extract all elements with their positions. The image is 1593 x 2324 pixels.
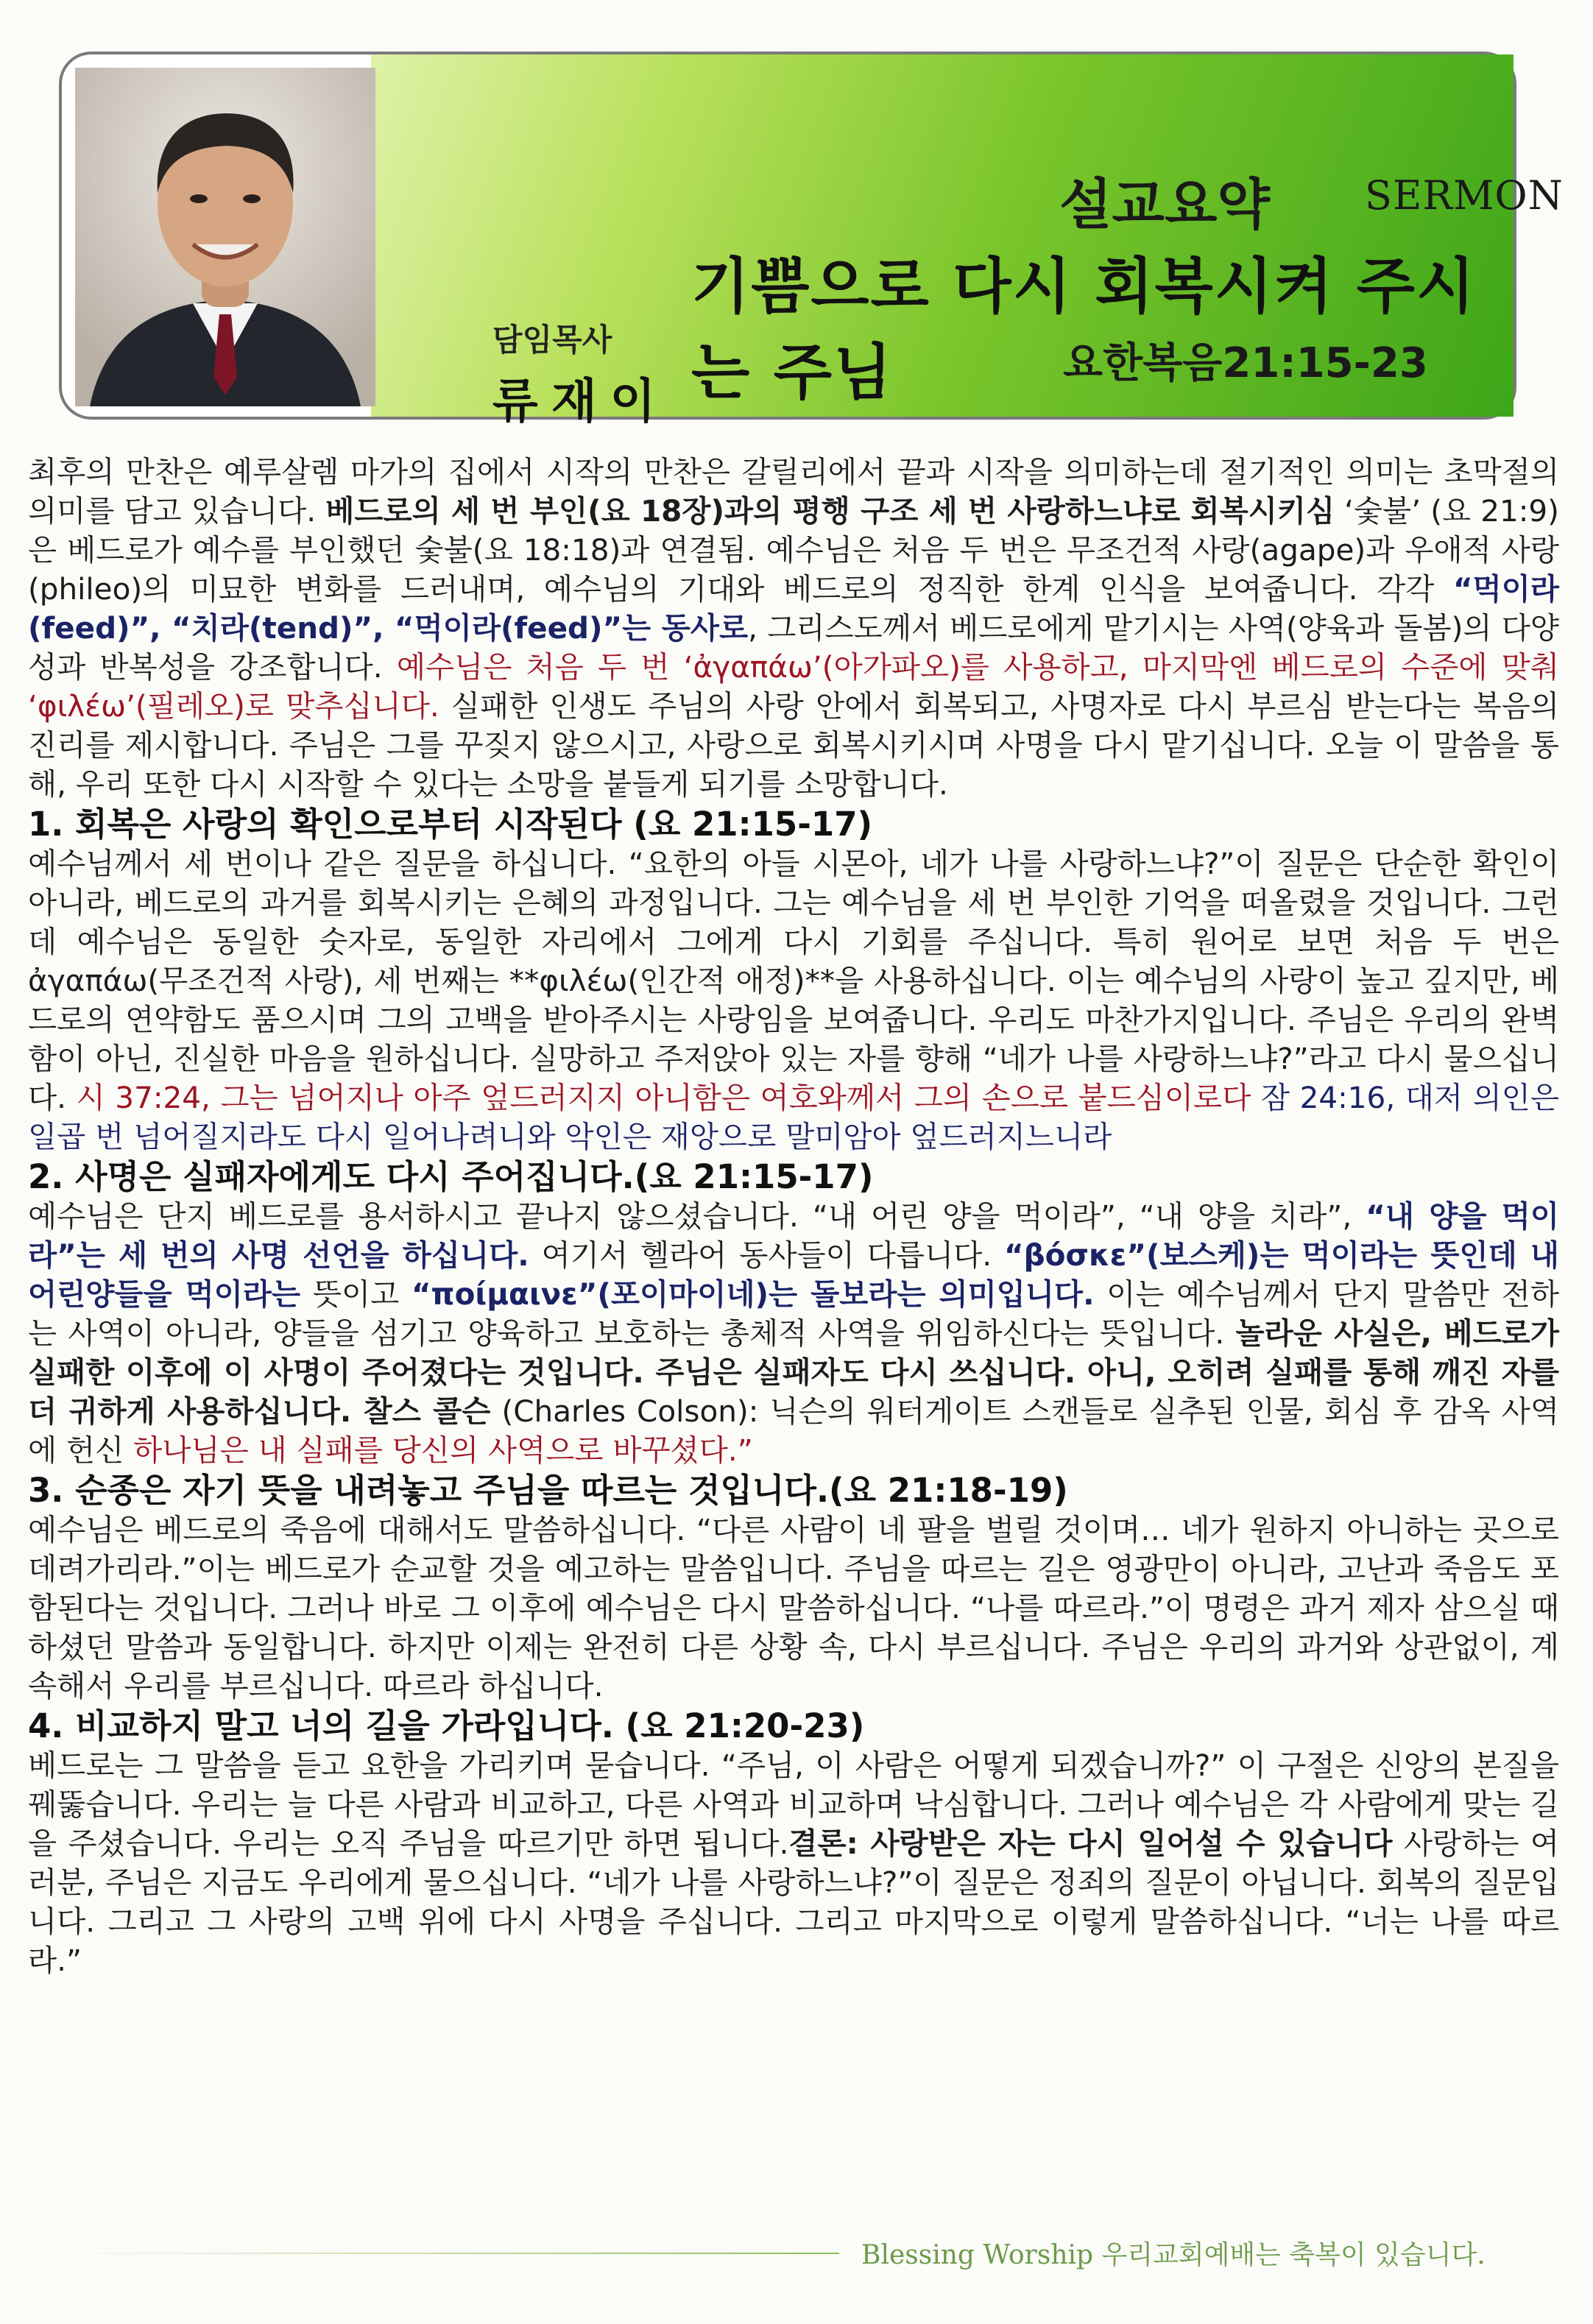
sermon-body: [28, 453, 1559, 1980]
section1-text: 예수님께서 세 번이나 같은 질문을 하십니다. “요한의 아들 시몬아, 네가 나를 사랑하느냐?”이 질문은 단순한 확인이 아니라, 베드로의 과거를 회복시키는 은혜의 과정입니다. 그는 예수님을 세 번 부인한 기억을 떠올렸을 것입니다. 그런데 예수님은 동일한 숫자로, 동일한 자리에서 그에게 다시 기회를 주십니다. 특히 원어로 보면 처음 두 번은 ἀγαπάω(무조건적 사랑), 세 번째는 **φιλέω(인간적 애정)**을 사용하십니다. 이는 예수님의 사랑이 높고 깊지만, 베드로의 연약함도 품으시며 그의 고백을 받아주시는 사랑임을 보여줍니다. 우리도 마찬가지입니다. 주님은 우리의 완벽함이 아닌, 진실한 마음을 원하십니다. 실망하고 주저앉아 있는 자를 향해 “네가 나를 사랑하느냐?”라고 다시 물으십니다.: [28, 846, 1559, 1115]
intro-text: , 그리스도께서 베드로에게 맡기시는 사역(양육과 돌봄)의 다양성과 반복성을 강조합니다.: [28, 610, 1559, 685]
section2-emphasis: “내 양을 먹이라”는 세 번의 사명 선언을 하십니다.: [28, 1198, 1559, 1273]
section2-text: (Charles Colson): 닉슨의 워터게이트 스캔들로 실추된 인물, 회심 후 감옥 사역에 헌신: [28, 1394, 1559, 1468]
pastor-role: 담임목사: [492, 322, 612, 358]
intro-emphasis-bold: 베드로의 세 번 부인(요 18장)과의 평행 구조 세 번 사랑하느냐로 회복시키심: [325, 493, 1335, 529]
intro-text: ‘숯불’ (요 21:9)은 베드로가 예수를 부인했던 숯불(요 18:18)과 연결됨. 예수님은 처음 두 번은 무조건적 사랑(agape)과 우애적 사랑(phileo)의 미묘한 변화를 드러내며, 예수님의 기대와 베드로의 정직한 한계 인식을 보여줍니다. 각각: [28, 493, 1559, 607]
section2-text: 예수님은 단지 베드로를 용서하시고 끝나지 않으셨습니다. “내 어린 양을 먹이라”, “내 양을 치라”,: [28, 1198, 1366, 1234]
section-paragraph-1: [28, 844, 1559, 1156]
pastor-photo: [75, 68, 375, 406]
scripture-reference: 요한복음21:15-23: [1063, 339, 1428, 387]
section-label-english: SERMON: [1365, 172, 1564, 219]
pastor-name: 류재이: [492, 375, 669, 429]
section4-text: 사랑하는 여러분, 주님은 지금도 우리에게 물으십니다. “네가 나를 사랑하느냐?”이 질문은 정죄의 질문이 아닙니다. 회복의 질문입니다. 그리고 그 사랑의 고백 위에 다시 사명을 주십니다. 그리고 마지막으로 이렇게 말씀하십니다. “너는 나를 따르라.”: [28, 1826, 1559, 1978]
section4-text: 베드로는 그 말씀을 듣고 요한을 가리키며 묻습니다. “주님, 이 사람은 어떻게 되겠습니까?” 이 구절은 신앙의 본질을 꿰뚫습니다. 우리는 늘 다른 사람과 비교하고, 다른 사역과 비교하며 낙심합니다. 그러나 예수님은 각 사람에게 맞는 길을 주셨습니다. 우리는 오직 주님을 따르기만 하면 됩니다.: [28, 1748, 1559, 1861]
sermon-title: 기쁨으로 다시 회복시켜 주시는 주님: [691, 252, 1477, 408]
scripture-quote-proverbs: 잠 24:16, 대저 의인은 일곱 번 넘어질지라도 다시 일어나려니와 악인은 재앙으로 말미암아 엎드러지느니라: [28, 1080, 1559, 1154]
conclusion-bold: 결론: 사랑받은 자는 다시 일어설 수 있습니다: [788, 1826, 1393, 1861]
footer-divider: [59, 2253, 839, 2254]
section2-text: 여기서 헬라어 동사들이 다릅니다.: [529, 1237, 1005, 1273]
scripture-quote-psalm: 시 37:24, 그는 넘어지나 아주 엎드러지지 아니함은 여호와께서 그의 손으로 붙드심이로다: [76, 1080, 1251, 1115]
section-label: 설교요약: [1059, 173, 1270, 236]
section-heading-4: 4. 비교하지 말고 너의 길을 가라입니다. (요 21:20-23): [28, 1706, 865, 1745]
intro-emphasis-verbs: “먹이라(feed)”, “치라(tend)”, “먹이라(feed)”는 동사로: [28, 571, 1559, 646]
section2-quote-red: 하나님은 내 실패를 당신의 사역으로 바꾸셨다.”: [133, 1433, 753, 1468]
section2-greek-bosko: “βόσκε”(보스케)는 먹이라는 뜻인데 내 어린양들을 먹이라는: [28, 1237, 1560, 1312]
intro-paragraph: [28, 453, 1559, 804]
intro-emphasis-red: 예수님은 처음 두 번 ‘ἀγαπάω’(아가파오)를 사용하고, 마지막엔 베드로의 수준에 맞춰 ‘φιλέω’(필레오)로 맞추십니다.: [28, 649, 1559, 724]
section-paragraph-3: [28, 1511, 1559, 1706]
section-heading-1: 1. 회복은 사랑의 확인으로부터 시작된다 (요 21:15-17): [28, 805, 873, 844]
sermon-header: [59, 52, 1564, 429]
section-heading-2: 2. 사명은 실패자에게도 다시 주어집니다.(요 21:15-17): [28, 1157, 874, 1196]
intro-text: 최후의 만찬은 예루살렘 마가의 집에서 시작의 만찬은 갈릴리에서 끝과 시작을 의미하는데 절기적인 의미는 초막절의 의미를 담고 있습니다.: [28, 454, 1559, 529]
footer-text: Blessing Worship 우리교회예배는 축복이 있습니다.: [861, 2240, 1486, 2270]
section-heading-3: 3. 순종은 자기 뜻을 내려놓고 주님을 따르는 것입니다.(요 21:18-19): [28, 1471, 1068, 1510]
intro-text: 실패한 인생도 주님의 사랑 안에서 회복되고, 사명자로 다시 부르심 받는다는 복음의 진리를 제시합니다. 주님은 그를 꾸짖지 않으시고, 사랑으로 회복시키시며 사명을 다시 맡기십니다. 오늘 이 말씀을 통해, 우리 또한 다시 시작할 수 있다는 소망을 붙들게 되기를 소망합니다.: [28, 688, 1559, 802]
section2-text: 이는 예수님께서 단지 말씀만 전하는 사역이 아니라, 양들을 섬기고 양육하고 보호하는 총체적 사역을 위임하신다는 뜻입니다.: [28, 1276, 1559, 1351]
section3-text: 예수님은 베드로의 죽음에 대해서도 말씀하십니다. “다른 사람이 네 팔을 벌릴 것이며… 네가 원하지 아니하는 곳으로 데려가리라.”이는 베드로가 순교할 것을 예고하는 말씀입니다. 주님을 따르는 길은 영광만이 아니라, 고난과 죽음도 포함된다는 것입니다. 그러나 바로 그 이후에 예수님은 다시 말씀하십니다. “나를 따르라.”이 명령은 과거 제자 삼으실 때 하셨던 말씀과 동일합니다. 하지만 이제는 완전히 다른 상황 속, 다시 부르십니다. 주님은 우리의 과거와 상관없이, 계속해서 우리를 부르십니다. 따르라 하십니다.: [28, 1512, 1559, 1703]
section2-greek-poimaino: “ποίμαινε”(포이마이네)는 돌보라는 의미입니다.: [411, 1276, 1095, 1312]
section-paragraph-4: [28, 1746, 1559, 1980]
section-paragraph-2: [28, 1197, 1559, 1470]
section2-text: 뜻이고: [300, 1276, 412, 1312]
section2-emphasis-bold: 놀라운 사실은, 베드로가 실패한 이후에 이 사명이 주어졌다는 것입니다. 주님은 실패자도 다시 쓰십니다. 아니, 오히려 실패를 통해 깨진 자를 더 귀하게 사용하십니다. 찰스 콜슨: [28, 1315, 1559, 1429]
